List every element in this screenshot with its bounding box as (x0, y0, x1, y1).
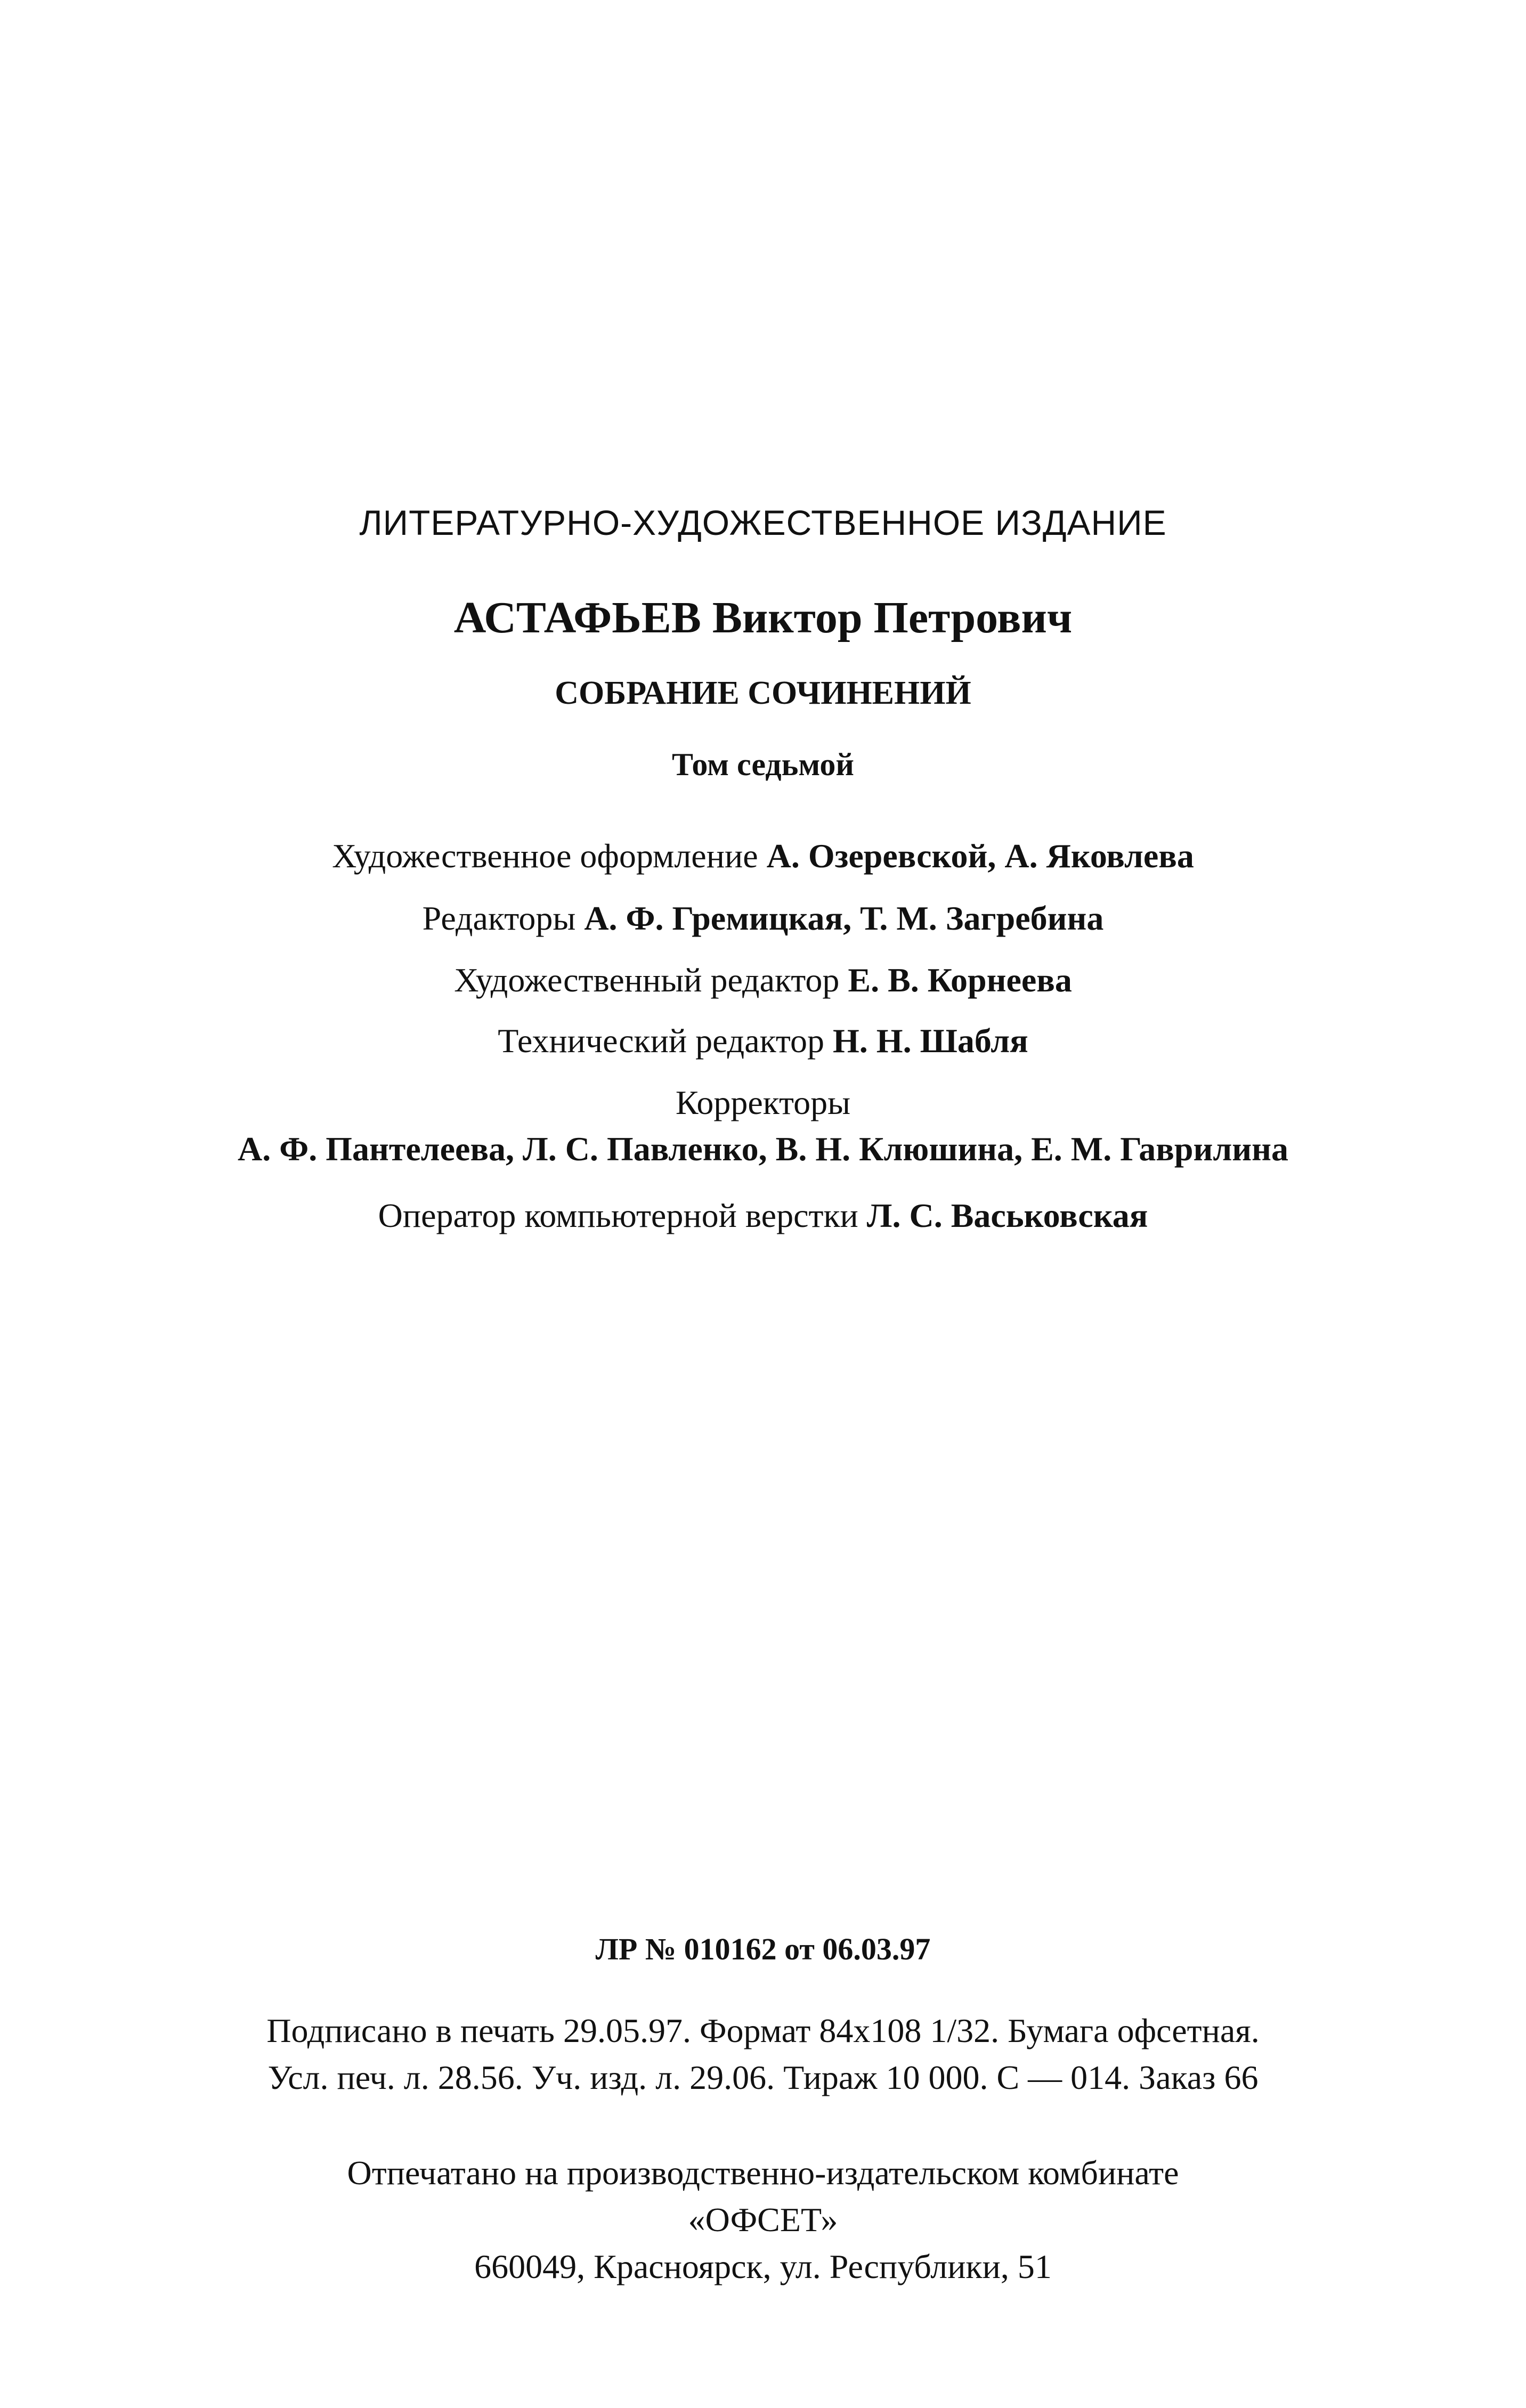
author-name: АСТАФЬЕВ Виктор Петрович (453, 593, 1073, 642)
printer-line-1: Отпечатано на производственно-издательском комбинате (347, 2154, 1179, 2192)
credit-label: Технический редактор (498, 1022, 825, 1060)
credit-label: Оператор компьютерной верстки (378, 1197, 858, 1234)
credit-label: Художественный редактор (454, 961, 840, 999)
credit-names: А. Ф. Гремицкая, Т. М. Загребина (584, 899, 1104, 937)
credit-layout-operator (0, 1199, 1526, 1233)
credit-label: Редакторы (422, 899, 576, 937)
credit-art-editor (0, 963, 1526, 997)
printer-address: 660049, Красноярск, ул. Республики, 51 (474, 2248, 1052, 2285)
credit-art-design (0, 839, 1526, 873)
credit-names: Е. В. Корнеева (848, 961, 1072, 999)
credit-tech-editor (0, 1024, 1526, 1058)
credit-proofreaders-names: А. Ф. Пантелеева, Л. С. Павленко, В. Н. Клюшина, Е. М. Гаврилина (238, 1130, 1288, 1168)
credit-names: Л. С. Васьковская (866, 1197, 1148, 1234)
credit-label: Художественное оформление (332, 837, 758, 875)
license-number: ЛР № 010162 от 06.03.97 (595, 1932, 931, 1966)
credit-names: А. Озеревской, А. Яковлева (766, 837, 1194, 875)
imprint-line-2: Усл. печ. л. 28.56. Уч. изд. л. 29.06. Тираж 10 000. С — 014. Заказ 66 (267, 2059, 1259, 2096)
credit-editors (0, 901, 1526, 935)
volume-title: Том седьмой (672, 747, 854, 782)
credit-proofreaders-label: Корректоры (675, 1084, 851, 1121)
series-title: СОБРАНИЕ СОЧИНЕНИЙ (555, 675, 971, 711)
printer-name: «ОФСЕТ» (688, 2201, 838, 2239)
credit-names: Н. Н. Шабля (833, 1022, 1028, 1060)
imprint-line-1: Подписано в печать 29.05.97. Формат 84х108 1/32. Бумага офсетная. (266, 2012, 1260, 2049)
edition-type-heading: ЛИТЕРАТУРНО-ХУДОЖЕСТВЕННОЕ ИЗДАНИЕ (359, 503, 1167, 542)
